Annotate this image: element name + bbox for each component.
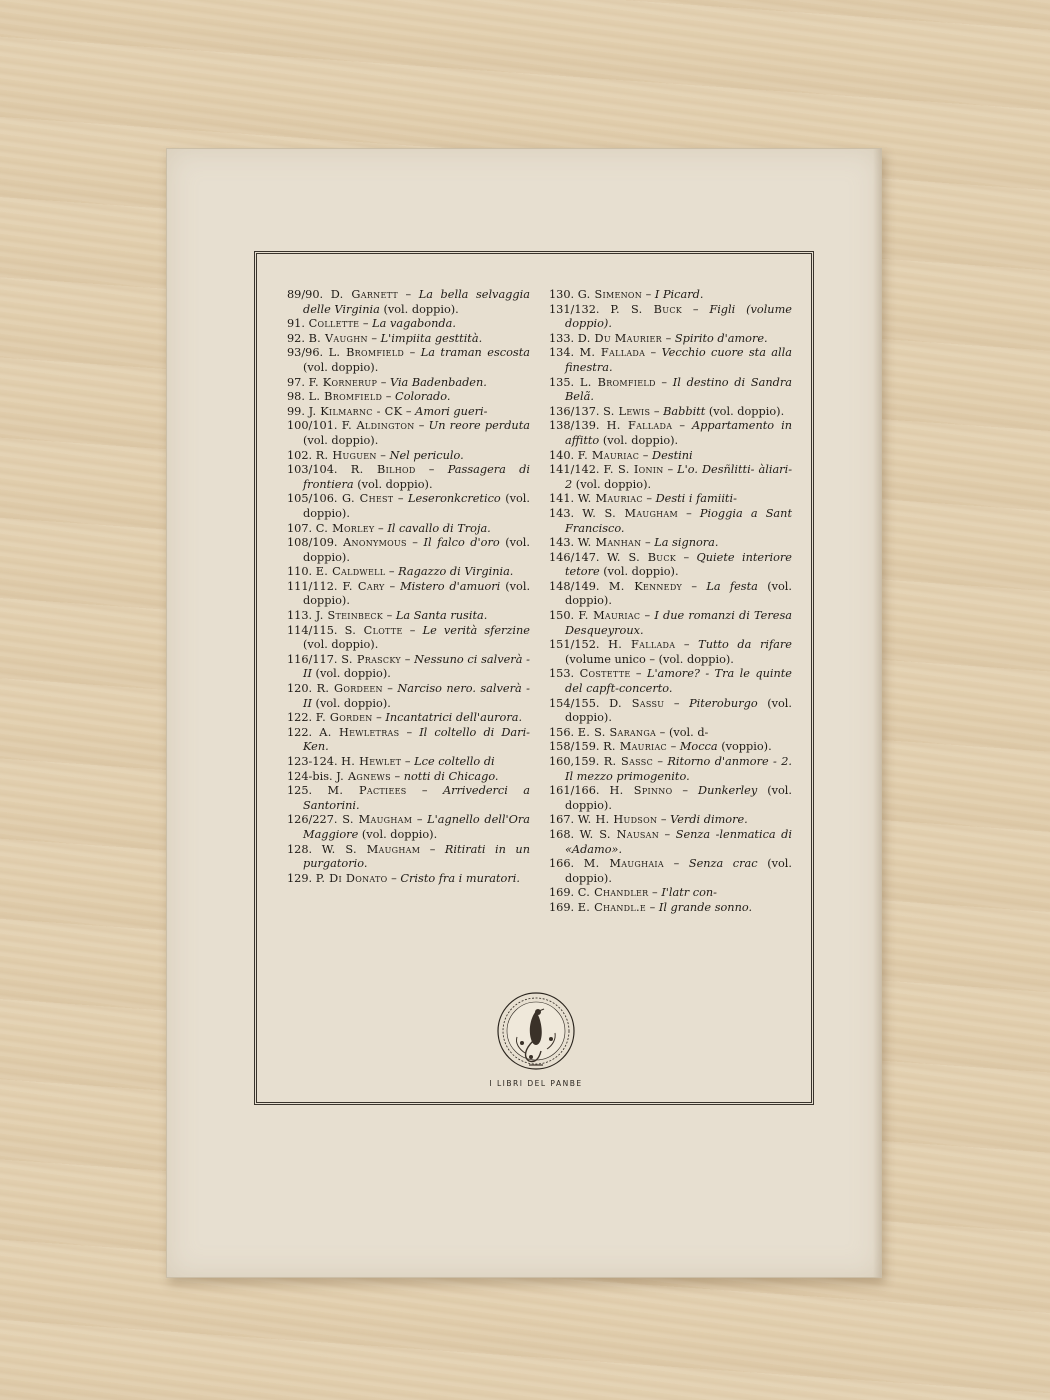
catalog-entry: 161/166. H. Spinno – Dunkerley (vol. doppio). bbox=[549, 784, 793, 812]
entry-title: La traman escosta bbox=[420, 346, 530, 360]
entry-number: 113. bbox=[287, 609, 313, 623]
catalog-entry: 122. A. Hewletras – Il coltello di Dari-Ken. bbox=[287, 725, 530, 754]
catalog-entry: 97. F. Kornerup – Via Badenbaden. bbox=[287, 375, 487, 389]
entry-number: 89/90. bbox=[287, 288, 324, 301]
entry-number: 141. bbox=[549, 492, 575, 506]
entry-title: notti di Chicago. bbox=[403, 769, 499, 783]
entry-title: Narciso nero. salverà - II bbox=[303, 682, 530, 710]
entry-note: (vol. doppio). bbox=[303, 536, 530, 564]
entry-author: W. S. Buck bbox=[606, 550, 677, 564]
peacock-seal-icon bbox=[495, 989, 577, 1075]
catalog-entry: 114/115. S. Clotte – Le verità sferzine (vol. doppio). bbox=[287, 623, 530, 652]
entry-author: W. Mauriac bbox=[577, 492, 643, 506]
catalog-entry: 135. L. Bromfield – Il destino di Sandra Belã. bbox=[549, 375, 792, 404]
entry-number: 116/117. bbox=[287, 652, 338, 666]
catalog-entry: 125. M. Pactiees – Arrivederci a Santorini. bbox=[287, 784, 530, 812]
entry-title: Desti i famiiti- bbox=[655, 492, 737, 506]
catalog-right-column bbox=[549, 288, 792, 916]
entry-number: 161/166. bbox=[549, 784, 600, 798]
catalog-entry: 91. Collette – La vagabonda. bbox=[287, 317, 456, 331]
catalog-entry: 130. G. Simenon – I Picard. bbox=[549, 288, 704, 301]
entry-title: Il falco d'oro bbox=[423, 536, 500, 550]
entry-number: 133. bbox=[549, 331, 575, 345]
entry-author: L. Bromfield bbox=[579, 375, 656, 389]
entry-title: I due romanzi di Teresa Desqueyroux. bbox=[565, 609, 792, 637]
entry-title: Dunkerley bbox=[698, 784, 758, 798]
entry-author: E. S. Saranga bbox=[577, 725, 657, 739]
entry-title: Senza crac bbox=[688, 857, 758, 871]
catalog-entry: 92. B. Vaughn – L'impiita gesttità. bbox=[287, 331, 483, 345]
catalog-entry: 154/155. D. Sassu – Piteroburgo (vol. doppio). bbox=[549, 696, 792, 725]
entry-title: Colorado. bbox=[395, 390, 451, 404]
entry-author: F. Mauriac bbox=[578, 609, 641, 623]
entry-note: (vol. doppio). bbox=[303, 579, 531, 608]
entry-title: Le verità sferzine bbox=[422, 623, 530, 637]
entry-author: F. Gorden bbox=[315, 711, 373, 725]
entry-author: S. Clotte bbox=[344, 623, 403, 637]
entry-number: 97. bbox=[287, 375, 305, 389]
entry-note: (vol. doppio). bbox=[303, 360, 379, 374]
entry-title: Destini bbox=[652, 448, 693, 462]
catalog-entry: 102. R. Huguen – Nel periculo. bbox=[287, 448, 464, 462]
entry-number: 123-124. bbox=[287, 755, 338, 768]
entry-author: W. S. Maugham bbox=[582, 506, 678, 520]
entry-author: P. Di Donato bbox=[315, 871, 388, 885]
entry-number: 128. bbox=[287, 842, 313, 856]
entry-author: J. Kilmarnc - CK bbox=[308, 404, 403, 418]
entry-note: (vol. doppio). bbox=[565, 579, 792, 608]
entry-author: B. Vaughn bbox=[308, 331, 368, 345]
entry-title: L'o. Desñlitti- àliari-2 bbox=[565, 463, 793, 491]
entry-note: (vol. doppio). bbox=[383, 302, 459, 316]
entry-number: 99. bbox=[287, 404, 305, 418]
entry-note: (vol. doppio). bbox=[303, 638, 379, 652]
entry-author: D. Sassu bbox=[609, 696, 665, 710]
entry-title: La vagabonda. bbox=[372, 317, 456, 331]
entry-number: 108/109. bbox=[287, 536, 338, 550]
entry-number: 160,159. bbox=[549, 755, 600, 768]
entry-number: 169. bbox=[549, 886, 575, 900]
entry-note: (vol. doppio). bbox=[565, 696, 792, 725]
catalog-entry: 141. W. Mauriac – Desti i famiiti- bbox=[549, 492, 737, 506]
catalog-entry: 111/112. F. Cary – Mistero d'amuori (vol. doppio). bbox=[287, 579, 531, 608]
entry-note: (vol. doppio). bbox=[565, 784, 793, 812]
entry-number: 158/159. bbox=[549, 740, 600, 754]
entry-note: (vol. doppio). bbox=[303, 492, 531, 520]
catalog-entry: 143. W. Manhan – La signora. bbox=[549, 536, 719, 550]
entry-title: Il grande sonno. bbox=[658, 900, 753, 914]
catalog-entry: 124-bis. J. Agnews – notti di Chicago. bbox=[287, 769, 499, 783]
catalog-entry: 169. C. Chandler – I'latr con- bbox=[549, 886, 717, 900]
entry-number: 125. bbox=[287, 784, 313, 798]
entry-author: G. Chest bbox=[342, 492, 394, 506]
catalog-entry: 143. W. S. Maugham – Pioggia a Sant Francisco. bbox=[549, 506, 792, 535]
entry-number: 150. bbox=[549, 609, 575, 623]
entry-title: Tutto da rifare bbox=[698, 638, 792, 652]
entry-author: M. Maughaia bbox=[583, 857, 664, 871]
catalog-entry: 126/227. S. Maugham – L'agnello dell'Ora Maggiore (vol. doppio). bbox=[287, 813, 530, 841]
entry-title: Senza -lenmatica di «Adamo». bbox=[565, 827, 792, 856]
entry-number: 103/104. bbox=[287, 463, 338, 477]
catalog-entry: 108/109. Anonymous – Il falco d'oro (vol. doppio). bbox=[287, 536, 530, 564]
entry-author: W. S. Nausan bbox=[579, 827, 660, 841]
entry-author: F. Kornerup bbox=[308, 375, 378, 389]
entry-note: (vol. doppio). bbox=[575, 477, 652, 491]
entry-author: H. Hewlet bbox=[341, 755, 402, 768]
entry-title: Il cavallo di Troja. bbox=[387, 521, 491, 535]
entry-author: W. Manhan bbox=[577, 536, 642, 550]
entry-note: (vol. doppio). bbox=[315, 696, 391, 710]
catalog-entry: 167. W. H. Hudson – Verdi dimore. bbox=[549, 813, 748, 827]
entry-author: F. Mauriac bbox=[577, 448, 640, 462]
entry-author: Collette bbox=[308, 317, 360, 331]
entry-note: (vol. d- bbox=[668, 725, 709, 739]
entry-number: 154/155. bbox=[549, 696, 600, 710]
entry-number: 105/106. bbox=[287, 492, 338, 506]
entry-number: 92. bbox=[287, 331, 305, 345]
catalog-entry: 138/139. H. Fallada – Appartamento in affitto (vol. doppio). bbox=[549, 419, 792, 447]
entry-number: 110. bbox=[287, 565, 313, 579]
entry-title: I Picard. bbox=[654, 288, 704, 301]
entry-author: G. Simenon bbox=[577, 288, 643, 301]
entry-author: R. Bilhod bbox=[350, 463, 416, 477]
entry-author: H. Spinno bbox=[609, 784, 673, 798]
entry-number: 130. bbox=[549, 288, 575, 301]
entry-number: 168. bbox=[549, 827, 575, 841]
catalog-entry: 131/132. P. S. Buck – Figli (volume doppio). bbox=[549, 302, 792, 331]
entry-number: 166. bbox=[549, 857, 575, 871]
entry-title: Leseronkcretico bbox=[408, 492, 501, 506]
entry-author: D. Garnett bbox=[330, 288, 398, 301]
catalog-left-column bbox=[287, 288, 530, 886]
entry-note: (vol. doppio). bbox=[303, 433, 379, 447]
entry-number: 141/142. bbox=[549, 463, 600, 477]
catalog-frame bbox=[254, 251, 814, 1105]
entry-number: 111/112. bbox=[287, 579, 338, 593]
catalog-entry: 100/101. F. Aldington – Un reore perduta (vol. doppio). bbox=[287, 419, 530, 447]
entry-title: Cristo fra i muratori. bbox=[400, 871, 520, 885]
entry-title: Quiete interiore tetore bbox=[565, 550, 792, 579]
entry-title: L'amore? - Tra le quinte del capft-concerto. bbox=[565, 667, 792, 696]
entry-number: 135. bbox=[549, 375, 575, 389]
entry-title: Il destino di Sandra Belã. bbox=[565, 375, 792, 404]
entry-author: M. Fallada bbox=[579, 346, 646, 360]
entry-number: 169. bbox=[549, 900, 575, 914]
entry-title: L'impiita gesttità. bbox=[380, 331, 483, 345]
entry-title: Pioggia a Sant Francisco. bbox=[565, 506, 792, 535]
entry-author: R. Huguen bbox=[315, 448, 377, 462]
entry-author: F. Cary bbox=[342, 579, 385, 593]
catalog-entry: 116/117. S. Prascky – Nessuno ci salverà - II (vol. doppio). bbox=[287, 652, 530, 681]
catalog-entry: 169. E. Chandl.e – Il grande sonno. bbox=[549, 900, 753, 914]
entry-number: 98. bbox=[287, 390, 305, 404]
publisher-logo bbox=[486, 989, 586, 1088]
entry-number: 167. bbox=[549, 813, 575, 827]
entry-title: Incantatrici dell'aurora. bbox=[385, 711, 523, 725]
entry-author: Anonymous bbox=[343, 536, 407, 550]
catalog-entry: 105/106. G. Chest – Leseronkcretico (vol. doppio). bbox=[287, 492, 531, 520]
entry-author: C. Morley bbox=[315, 521, 375, 535]
entry-author: A. Hewletras bbox=[319, 725, 400, 739]
entry-title: La Santa rusita. bbox=[395, 609, 488, 623]
entry-title: Piteroburgo bbox=[689, 696, 758, 710]
catalog-entry: 166. M. Maughaia – Senza crac (vol. doppio). bbox=[549, 857, 792, 885]
entry-author: P. S. Buck bbox=[610, 302, 683, 316]
entry-number: 124-bis. bbox=[287, 769, 333, 783]
entry-author: D. Du Maurier bbox=[577, 331, 663, 345]
publisher-caption: I LIBRI DEL PANBE bbox=[489, 1079, 583, 1088]
entry-author: C. Chandler bbox=[577, 886, 649, 900]
catalog-entry: 107. C. Morley – Il cavallo di Troja. bbox=[287, 521, 491, 535]
entry-note: (vol. doppio). bbox=[603, 565, 679, 579]
entry-note: (vol. doppio). bbox=[315, 667, 391, 681]
entry-author: S. Lewis bbox=[603, 404, 651, 418]
catalog-entry: 98. L. Bromfield – Colorado. bbox=[287, 390, 451, 404]
entry-author: F. S. Ionin bbox=[603, 463, 664, 477]
entry-title: Via Badenbaden. bbox=[389, 375, 487, 389]
entry-number: 131/132. bbox=[549, 302, 600, 316]
entry-title: Vecchio cuore sta alla finestra. bbox=[565, 346, 792, 374]
entry-author: R. Gordeen bbox=[316, 682, 383, 696]
entry-author: W. S. Maugham bbox=[321, 842, 421, 856]
catalog-entry: 134. M. Fallada – Vecchio cuore sta alla finestra. bbox=[549, 346, 792, 374]
entry-title: La bella selvaggia delle Virginia bbox=[303, 288, 530, 316]
entry-author: R. Sassc bbox=[603, 755, 654, 768]
entry-author: E. Chandl.e bbox=[577, 900, 647, 914]
entry-note: (vol. doppio). bbox=[602, 433, 679, 447]
entry-author: H. Fallada bbox=[608, 638, 676, 652]
entry-title: Arrivederci a Santorini. bbox=[303, 784, 530, 812]
entry-note: (volume unico – (vol. doppio). bbox=[565, 652, 734, 666]
catalog-entry: 150. F. Mauriac – I due romanzi di Teresa Desqueyroux. bbox=[549, 609, 792, 637]
entry-number: 107. bbox=[287, 521, 313, 535]
entry-number: 100/101. bbox=[287, 419, 338, 433]
entry-author: L. Bromfield bbox=[328, 346, 405, 360]
entry-number: 122. bbox=[287, 711, 313, 725]
entry-number: 93/96. bbox=[287, 346, 324, 360]
entry-author: Costette bbox=[579, 667, 631, 681]
entry-number: 129. bbox=[287, 871, 313, 885]
entry-title: La festa bbox=[706, 579, 758, 593]
entry-title: Ragazzo di Virginia. bbox=[398, 565, 514, 579]
catalog-entry: 129. P. Di Donato – Cristo fra i muratori. bbox=[287, 871, 520, 885]
catalog-entry: 123-124. H. Hewlet – Lce coltello di bbox=[287, 755, 495, 768]
catalog-entry: 113. J. Steinbeck – La Santa rusita. bbox=[287, 609, 488, 623]
entry-number: 143. bbox=[549, 506, 575, 520]
entry-author: W. H. Hudson bbox=[577, 813, 658, 827]
entry-number: 91. bbox=[287, 317, 305, 331]
catalog-entry: 153. Costette – L'amore? - Tra le quinte del capft-concerto. bbox=[549, 667, 792, 696]
entry-title: Nessuno ci salverà - II bbox=[303, 652, 530, 681]
entry-title: Verdi dimore. bbox=[670, 813, 748, 827]
catalog-entry: 122. F. Gorden – Incantatrici dell'aurora. bbox=[287, 711, 523, 725]
entry-number: 151/152. bbox=[549, 638, 600, 652]
entry-title: La signora. bbox=[654, 536, 719, 550]
entry-title: Nel periculo. bbox=[389, 448, 464, 462]
catalog-entry: 110. E. Caldwell – Ragazzo di Virginia. bbox=[287, 565, 514, 579]
entry-author: J. Steinbeck bbox=[315, 609, 384, 623]
entry-author: J. Agnews bbox=[336, 769, 391, 783]
entry-number: 102. bbox=[287, 448, 313, 462]
catalog-entry: 151/152. H. Fallada – Tutto da rifare (volume unico – (vol. doppio). bbox=[549, 638, 792, 666]
entry-title: Mocca bbox=[679, 740, 718, 754]
entry-note: (vol. doppio). bbox=[361, 827, 438, 841]
entry-number: 122. bbox=[287, 725, 313, 739]
entry-title: Amori gueri- bbox=[415, 404, 488, 418]
entry-author: M. Kennedy bbox=[608, 579, 683, 593]
entry-number: 153. bbox=[549, 667, 575, 681]
catalog-entry: 148/149. M. Kennedy – La festa (vol. doppio). bbox=[549, 579, 792, 608]
entry-number: 143. bbox=[549, 536, 575, 550]
entry-number: 140. bbox=[549, 448, 575, 462]
catalog-entry: 168. W. S. Nausan – Senza -lenmatica di «Adamo». bbox=[549, 827, 792, 856]
entry-author: E. Caldwell bbox=[315, 565, 386, 579]
entry-number: 136/137. bbox=[549, 404, 600, 418]
entry-title: Spirito d'amore. bbox=[674, 331, 768, 345]
entry-number: 148/149. bbox=[549, 579, 600, 593]
entry-number: 156. bbox=[549, 725, 575, 739]
entry-number: 126/227. bbox=[287, 813, 338, 827]
entry-title: Babbitt bbox=[663, 404, 706, 418]
entry-number: 146/147. bbox=[549, 550, 600, 564]
catalog-entry: 156. E. S. Saranga – (vol. d- bbox=[549, 725, 709, 739]
catalog-entry: 93/96. L. Bromfield – La traman escosta (vol. doppio). bbox=[287, 346, 530, 374]
entry-title: I'latr con- bbox=[661, 886, 717, 900]
entry-title: Appartamento in affitto bbox=[565, 419, 792, 447]
entry-number: 134. bbox=[549, 346, 575, 360]
book-back-cover bbox=[166, 148, 882, 1278]
entry-title: Figli (volume doppio). bbox=[565, 302, 792, 331]
entry-title: Ritorno d'anmore - 2. Il mezzo primogenito. bbox=[565, 755, 792, 783]
catalog-entry: 89/90. D. Garnett – La bella selvaggia delle Virginia (vol. doppio). bbox=[287, 288, 530, 316]
entry-author: M. Pactiees bbox=[327, 784, 407, 798]
entry-author: L. Bromfield bbox=[308, 390, 383, 404]
catalog-entry: 141/142. F. S. Ionin – L'o. Desñlitti- àliari-2 (vol. doppio). bbox=[549, 463, 793, 491]
entry-note: (vol. doppio). bbox=[357, 477, 433, 491]
entry-title: Mistero d'amuori bbox=[400, 579, 501, 593]
catalog-entry: 160,159. R. Sassc – Ritorno d'anmore - 2. Il mezzo primogenito. bbox=[549, 755, 792, 783]
catalog-entry: 136/137. S. Lewis – Babbitt (vol. doppio). bbox=[549, 404, 785, 418]
catalog-entry: 133. D. Du Maurier – Spirito d'amore. bbox=[549, 331, 768, 345]
catalog-entry: 140. F. Mauriac – Destini bbox=[549, 448, 693, 462]
entry-number: 114/115. bbox=[287, 623, 338, 637]
entry-title: Lce coltello di bbox=[414, 755, 495, 768]
entry-title: Il coltello di Dari-Ken. bbox=[303, 725, 530, 754]
entry-note: (voppio). bbox=[721, 740, 772, 754]
catalog-entry: 103/104. R. Bilhod – Passagera di frontiera (vol. doppio). bbox=[287, 463, 530, 491]
entry-author: R. Mauriac bbox=[603, 740, 667, 754]
entry-note: (vol. doppio). bbox=[565, 857, 792, 885]
catalog-entry: 158/159. R. Mauriac – Mocca (voppio). bbox=[549, 740, 772, 754]
entry-number: 120. bbox=[287, 682, 313, 696]
entry-title: Ritirati in un purgatorio. bbox=[303, 842, 530, 871]
entry-title: L'agnello dell'Ora Maggiore bbox=[303, 813, 530, 841]
entry-note: (vol. doppio). bbox=[708, 404, 785, 418]
catalog-entry: 120. R. Gordeen – Narciso nero. salverà - II (vol. doppio). bbox=[287, 682, 530, 710]
entry-number: 138/139. bbox=[549, 419, 600, 433]
catalog-entry: 99. J. Kilmarnc - CK – Amori gueri- bbox=[287, 404, 488, 418]
catalog-entry: 128. W. S. Maugham – Ritirati in un purgatorio. bbox=[287, 842, 530, 871]
entry-title: Un reore perduta bbox=[428, 419, 530, 433]
entry-author: S. Maugham bbox=[342, 813, 413, 827]
entry-title: Passagera di frontiera bbox=[303, 463, 530, 491]
catalog-entry: 146/147. W. S. Buck – Quiete interiore tetore (vol. doppio). bbox=[549, 550, 792, 579]
entry-author: F. Aldington bbox=[341, 419, 415, 433]
entry-author: S. Prascky bbox=[341, 652, 401, 666]
entry-author: H. Fallada bbox=[606, 419, 673, 433]
